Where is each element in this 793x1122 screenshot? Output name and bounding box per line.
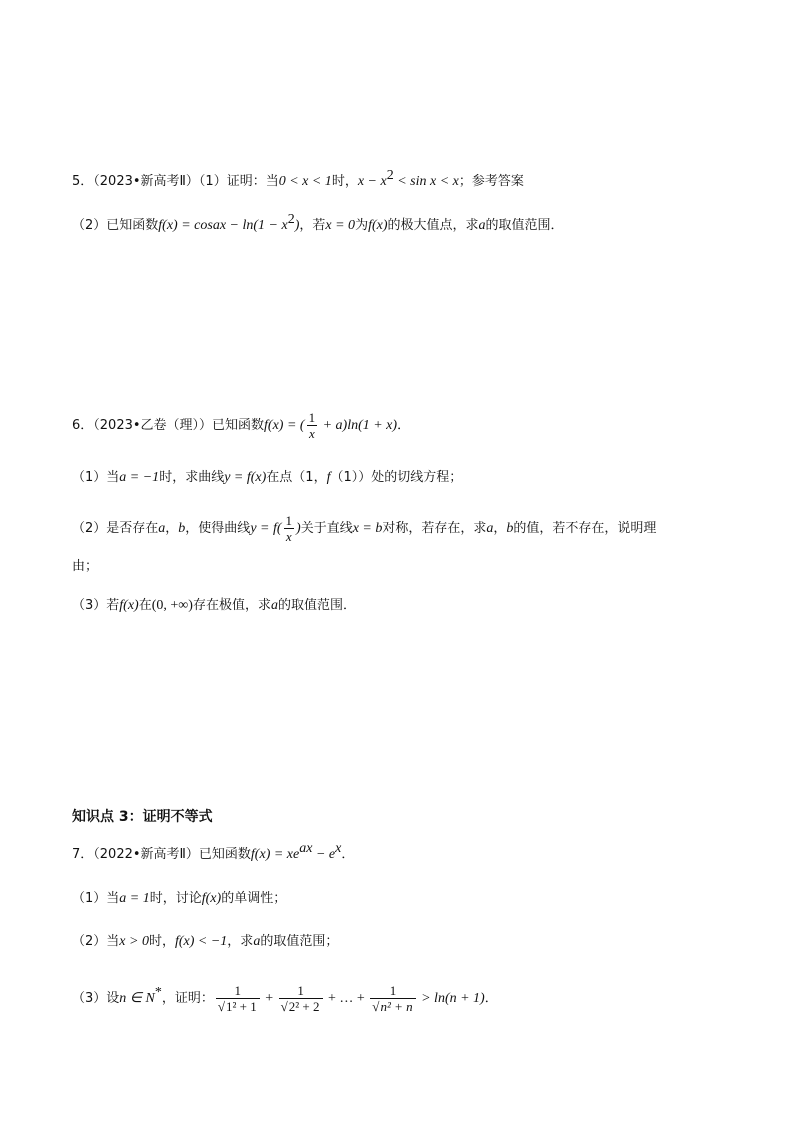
q6-stem-prefix: 6．（2023•乙卷（理））已知函数 [72,418,265,433]
q6-p1-math3: f [326,470,331,485]
q6-p2-math-a: y = f( [250,521,282,536]
q7-part3 [72,983,498,1014]
q7-p1-math1: a = 1 [119,891,150,906]
q5-line1-suffix: ；参考答案 [458,174,524,189]
q7-stem [72,841,355,864]
q7-p3-f1-rad: 1² + 1 [225,999,257,1014]
q7-p3-prefix: （3）设 [72,991,120,1006]
q7-stem-sup2: x [335,841,342,856]
q5-line2 [72,212,564,235]
q6-p3-suffix: 的取值范围． [277,598,356,613]
q5-line2-math2: x = 0 [325,218,356,233]
q7-stem-math-a: f(x) = xe [250,847,300,862]
q5-line2-sup: 2 [287,212,295,227]
q5-line1-math2b: < sin x < x [393,174,459,189]
q6-stem-frac-num: 1 [308,410,316,425]
q7-stem-sup1: ax [299,841,313,856]
q5-line2-mid3: 的极大值点，求 [387,218,479,233]
q7-p3-f2-num: 1 [279,983,323,999]
q6-stem-fraction [307,410,318,441]
q6-p1-mid2: 在点（1， [266,470,327,485]
q5-line2-math1: f(x) = cosax − ln(1 − x [158,218,288,233]
q6-p2-a2: a [486,521,494,536]
q7-stem-math-b: − e [312,847,336,862]
q7-p1-suffix: 的单调性； [221,891,287,906]
q6-p2-cont: 由； [72,559,99,574]
q6-p1-prefix: （1）当 [72,470,120,485]
q5-line1-mid: 时， [331,174,358,189]
q6-p2-frac-den: x [285,529,292,544]
q7-p3-f2-rad: 2² + 2 [288,999,320,1014]
q7-p1-mid: 时，讨论 [149,891,202,906]
q6-part3 [72,596,356,615]
q7-p3-fraction-1 [216,983,260,1014]
q6-p2-mid3: 对称，若存在，求 [382,521,487,536]
q6-p2-a: a [158,521,166,536]
q6-p3-prefix: （3）若 [72,598,120,613]
q6-stem-math-b: + a)ln(1 + x) [319,418,398,433]
q5-line2-mid2: 为 [355,218,369,233]
q6-p2-mid1: ，使得曲线 [185,521,251,536]
q7-p3-f1-den [216,999,260,1014]
q6-p1-math1: a = −1 [119,470,160,485]
q6-p3-mid1: 在 [138,598,152,613]
q6-p2-b2: b [506,521,514,536]
q6-p1-suffix: （1））处的切线方程； [330,470,463,485]
q5-line1 [72,168,524,191]
q6-p2-comma2: ， [493,521,507,536]
q7-p3-f2-den [279,999,323,1014]
q5-line2-prefix: （2）已知函数 [72,218,159,233]
q6-p2-math-b: ) [296,521,301,536]
q6-p3-mid2: 存在极值，求 [192,598,271,613]
q6-p1-mid1: 时，求曲线 [159,470,225,485]
sqrt-icon: √2² + 2 [280,999,320,1014]
q7-p2-math2: f(x) < −1 [174,934,228,949]
q7-p3-dots: + … + [324,991,369,1006]
q5-line2-math3: f(x) [368,218,388,233]
q6-p2-fraction [284,513,295,544]
q7-p1-math2: f(x) [201,891,222,906]
q7-p3-rhs: > ln(n + 1) [417,991,485,1006]
q7-p2-mid2: ，求 [227,934,254,949]
q6-p2-mid2: 关于直线 [300,521,353,536]
q7-p2-mid1: 时， [148,934,175,949]
q7-p2-prefix: （2）当 [72,934,120,949]
q5-line2-suffix: 的取值范围． [485,218,564,233]
q6-p2-suffix: 的值，若不存在，说明理 [513,521,657,536]
q7-p3-f1-num: 1 [216,983,260,999]
q7-p3-fraction-2 [279,983,323,1014]
q7-p3-suffix: ． [484,991,498,1006]
q6-p2-math2: x = b [352,521,383,536]
sqrt-icon: √1² + 1 [217,999,257,1014]
q7-p3-f3-rad: n² + n [380,999,413,1014]
q6-stem-frac-den: x [308,426,315,441]
q6-p2-comma: ， [165,521,179,536]
q7-p3-plus1: + [261,991,277,1006]
q5-line2-math1-end: ) [294,218,300,233]
q7-p3-sup: * [154,985,162,1000]
q7-p2-math1: x > 0 [119,934,149,949]
q7-p3-f3-num: 1 [370,983,415,999]
q7-part2 [72,932,338,951]
q6-part2 [72,513,656,544]
section-heading: 知识点 3：证明不等式 [72,809,213,825]
q5-line1-math2a: x − x [357,174,387,189]
q6-p3-math1: f(x) [119,598,139,613]
q7-stem-prefix: 7．（2022•新高考Ⅱ）已知函数 [72,847,251,862]
q7-stem-suffix: ． [341,847,355,862]
q6-stem-math-a: f(x) = ( [264,418,305,433]
q6-p2-prefix: （2）是否存在 [72,521,159,536]
q7-p3-f3-den [370,999,415,1014]
q5-line1-math1: 0 < x < 1 [278,174,332,189]
sqrt-icon: √n² + n [372,999,413,1014]
q5-line1-prefix: 5．（2023•新高考Ⅱ）（1）证明：当 [72,174,279,189]
q6-part2-cont [72,557,98,576]
q7-p3-mid: ，证明： [161,991,214,1006]
q5-line2-math4: a [478,218,486,233]
q6-stem [72,410,410,441]
q6-p2-frac-num: 1 [285,513,293,528]
q7-p2-math3: a [253,934,261,949]
q6-part1 [72,468,462,487]
q6-stem-suffix: ． [397,418,411,433]
q6-p1-math2: y = f(x) [224,470,267,485]
q5-line1-sup: 2 [386,168,394,183]
q7-p3-fraction-3 [370,983,415,1014]
q6-p3-math3: a [270,598,278,613]
q6-p3-math2: (0, +∞) [151,598,193,613]
q7-p2-suffix: 的取值范围； [260,934,339,949]
q5-line2-mid1: ，若 [299,218,326,233]
q7-p3-math1: n ∈ N [119,991,155,1006]
q6-p2-b: b [178,521,186,536]
q7-part1 [72,889,286,908]
q7-p1-prefix: （1）当 [72,891,120,906]
